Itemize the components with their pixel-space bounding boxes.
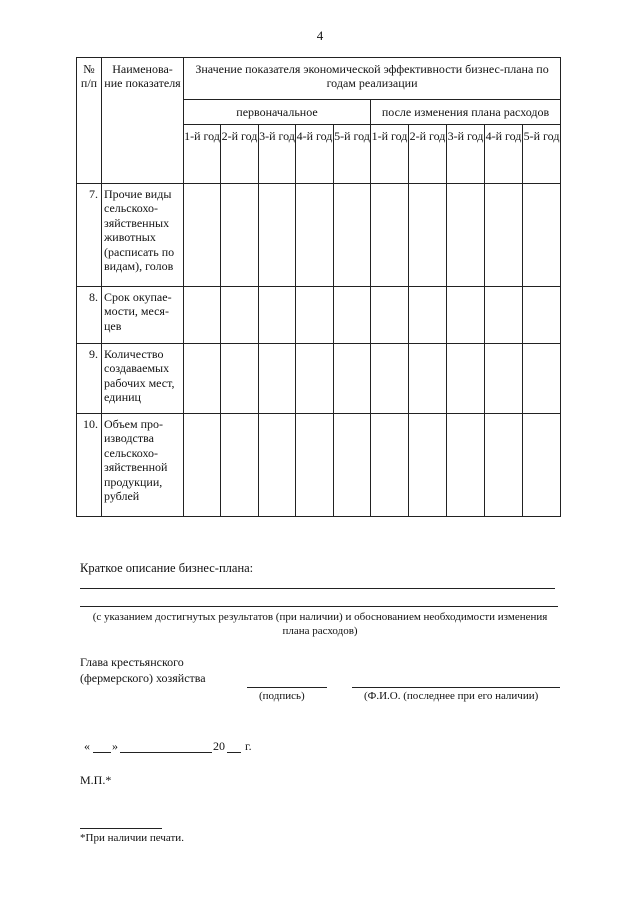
footnote-separator <box>80 828 162 829</box>
data-cell <box>409 184 447 287</box>
row-num: 10. <box>77 414 102 517</box>
data-cell <box>259 344 296 414</box>
data-cell <box>259 414 296 517</box>
data-cell <box>485 414 523 517</box>
table-row <box>77 184 561 287</box>
data-cell <box>447 184 485 287</box>
data-cell <box>485 287 523 344</box>
signature-label: (подпись) <box>259 690 305 702</box>
description-label: Краткое описание бизнес-плана: <box>80 561 254 575</box>
data-cell <box>523 184 561 287</box>
date-year-prefix: 20 <box>213 739 225 753</box>
data-cell <box>296 414 334 517</box>
header-initial: первоначальное <box>184 100 371 125</box>
data-cell <box>221 344 259 414</box>
data-cell <box>221 414 259 517</box>
data-cell <box>485 344 523 414</box>
data-cell <box>221 287 259 344</box>
data-cell <box>259 184 296 287</box>
table-row <box>77 287 561 344</box>
footnote: *При наличии печати. <box>80 832 184 844</box>
data-cell <box>523 414 561 517</box>
data-cell <box>296 344 334 414</box>
data-cell <box>447 344 485 414</box>
date-day-line[interactable] <box>93 752 111 753</box>
header-year: 2-й год <box>409 125 447 184</box>
header-year: 2-й год <box>221 125 259 184</box>
row-name: Объем про-изводства сельскохо-зяйственной продукции, рублей <box>102 414 184 517</box>
data-cell <box>371 414 409 517</box>
date-open-quote: « <box>84 739 90 753</box>
data-cell <box>409 287 447 344</box>
data-cell <box>523 344 561 414</box>
data-cell <box>485 184 523 287</box>
data-cell <box>371 287 409 344</box>
description-line-2[interactable] <box>80 606 558 607</box>
data-cell <box>334 287 371 344</box>
date-month-line[interactable] <box>120 752 212 753</box>
description-line-1[interactable] <box>80 588 555 589</box>
row-name: Количество создаваемых рабочих мест, единиц <box>102 344 184 414</box>
page-number: 4 <box>316 28 324 43</box>
data-cell <box>409 344 447 414</box>
row-name: Срок окупае-мости, меся-цев <box>102 287 184 344</box>
data-cell <box>447 414 485 517</box>
data-cell <box>296 184 334 287</box>
data-cell <box>409 414 447 517</box>
data-cell <box>371 344 409 414</box>
header-year: 4-й год <box>485 125 523 184</box>
header-num: № п/п <box>77 58 102 184</box>
data-cell <box>334 184 371 287</box>
signature-line[interactable] <box>247 687 327 688</box>
fio-line[interactable] <box>352 687 560 688</box>
table-row <box>77 414 561 517</box>
data-cell <box>371 184 409 287</box>
row-num: 9. <box>77 344 102 414</box>
description-note: (с указанием достигнутых результатов (при наличии) и обоснованием необходимости изменения плана расходов) <box>92 611 548 637</box>
row-num: 7. <box>77 184 102 287</box>
header-year: 3-й год <box>447 125 485 184</box>
data-cell <box>259 287 296 344</box>
data-cell <box>296 287 334 344</box>
data-cell <box>334 414 371 517</box>
data-cell <box>447 287 485 344</box>
head-title-line2: (фермерского) хозяйства <box>80 671 206 685</box>
header-value: Значение показателя экономической эффективности бизнес-плана по годам реализации <box>184 58 561 100</box>
header-after-change: после изменения плана расходов <box>371 100 561 125</box>
data-cell <box>184 287 221 344</box>
header-year: 1-й год <box>371 125 409 184</box>
data-cell <box>523 287 561 344</box>
date-year-suffix: г. <box>245 739 252 753</box>
data-cell <box>184 184 221 287</box>
header-year: 4-й год <box>296 125 334 184</box>
header-year: 5-й год <box>523 125 561 184</box>
data-cell <box>184 344 221 414</box>
data-cell <box>221 184 259 287</box>
fio-label: (Ф.И.О. (последнее при его наличии) <box>364 690 539 702</box>
header-year: 5-й год <box>334 125 371 184</box>
row-name: Прочие виды сельскохо-зяйственных животных (расписать по видам), голов <box>102 184 184 287</box>
table-row <box>77 344 561 414</box>
date-year-line[interactable] <box>227 752 241 753</box>
header-name: Наименова-ние показателя <box>102 58 184 184</box>
stamp-label: М.П.* <box>80 773 112 787</box>
head-title-line1: Глава крестьянского <box>80 655 184 669</box>
data-cell <box>184 414 221 517</box>
row-num: 8. <box>77 287 102 344</box>
header-year: 1-й год <box>184 125 221 184</box>
header-year: 3-й год <box>259 125 296 184</box>
efficiency-table <box>76 57 561 517</box>
data-cell <box>334 344 371 414</box>
date-close-quote: » <box>112 739 118 753</box>
